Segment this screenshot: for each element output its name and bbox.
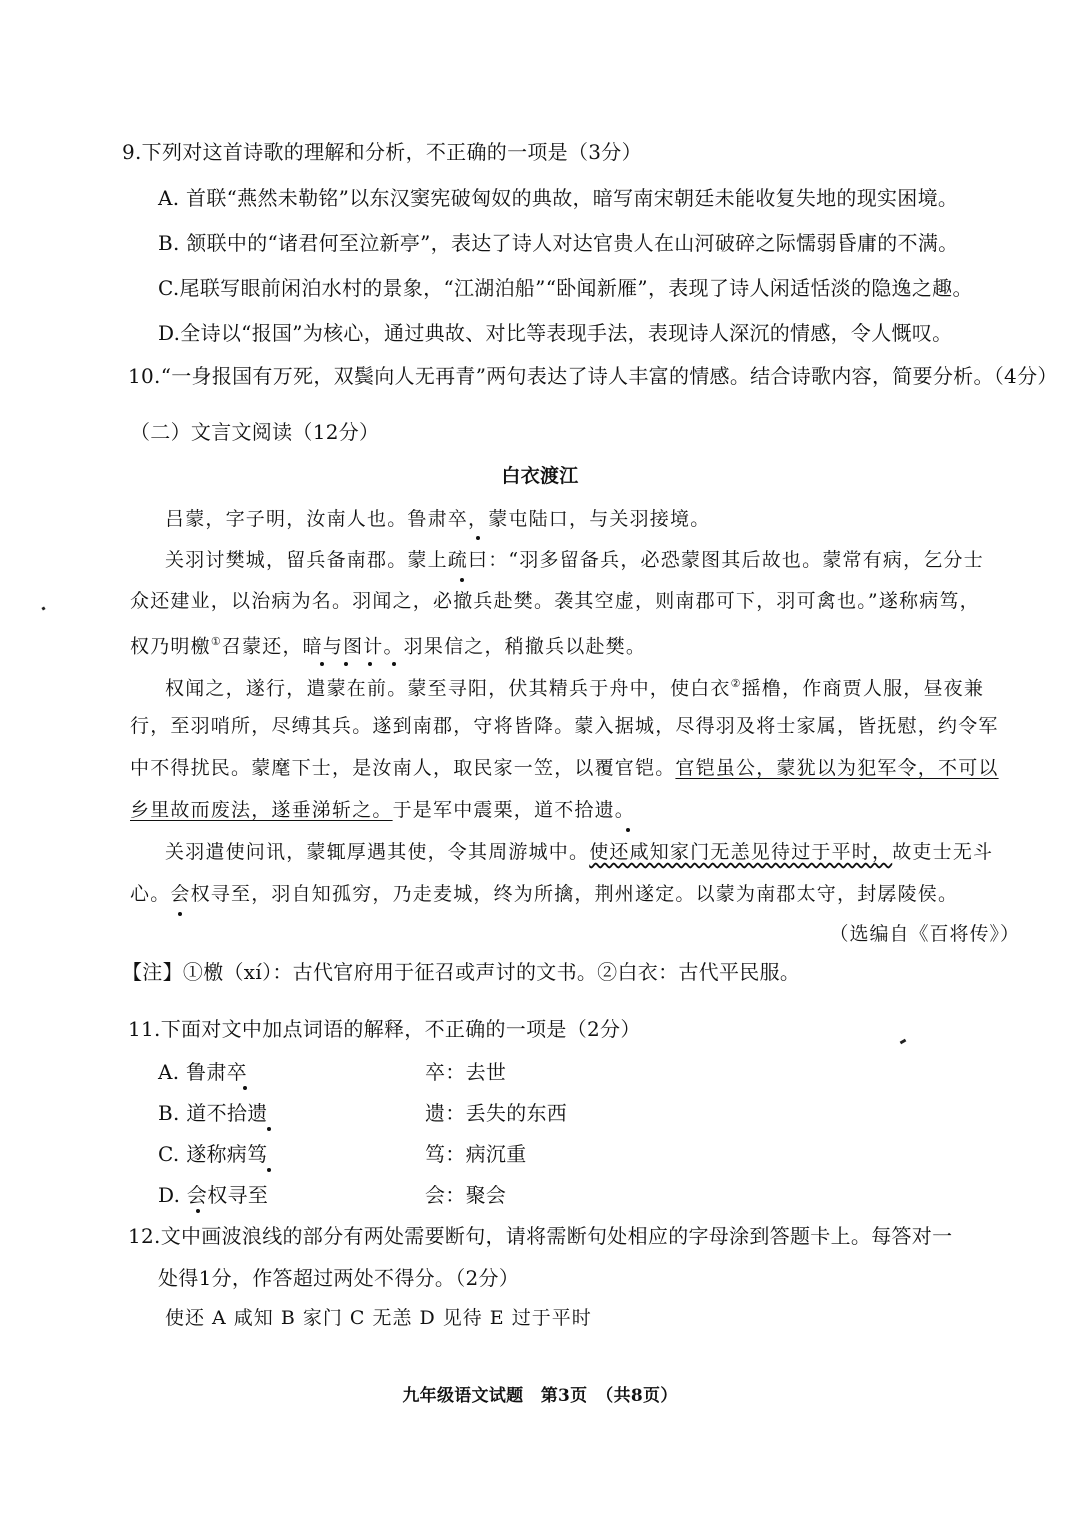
- passage-p3-line-1b: 摇橹，作商贾人服，昼夜兼: [741, 677, 985, 700]
- q12-stem-line-2: 处得1分，作答超过两处不得分。（2分）: [158, 1266, 520, 1290]
- emphasis-dot: [368, 662, 372, 666]
- q11-option-d-label: D. 会权寻至: [158, 1183, 269, 1207]
- emphasis-dot: [626, 828, 630, 832]
- underlined-sentence-part-2: 乡里故而废法，遂垂涕斩之。: [130, 799, 393, 821]
- footnote-marker-2: ②: [730, 677, 742, 690]
- passage-p3-line-3: [130, 754, 999, 782]
- footnote-marker-1: ①: [210, 635, 222, 648]
- q11-option-c-explain: 笃：病沉重: [425, 1142, 527, 1166]
- scan-speck: [41, 606, 45, 610]
- q9-option-d: D.全诗以“报国”为核心，通过典故、对比等表现手法，表现诗人深沉的情感，令人慨叹。: [158, 321, 953, 345]
- section-heading: （二）文言文阅读（12分）: [130, 420, 380, 444]
- passage-title: 白衣渡江: [501, 465, 579, 487]
- emphasis-dot: [320, 662, 324, 666]
- q10-stem: 10.“一身报国有万死，双鬓向人无再青”两句表达了诗人丰富的情感。结合诗歌内容，简要分析。（4分）: [128, 364, 1058, 388]
- q12-stem-line-1: 12.文中画波浪线的部分有两处需要断句，请将需断句处相应的字母涂到答题卡上。每答对一: [128, 1224, 953, 1248]
- q9-option-c: C.尾联写眼前闲泊水村的景象，“江湖泊船”“卧闻新雁”，表现了诗人闲适恬淡的隐逸之趣。: [158, 276, 973, 300]
- emphasis-dot: [476, 536, 480, 540]
- emphasis-dot: [178, 912, 182, 916]
- q11-option-d-explain: 会：聚会: [425, 1183, 507, 1207]
- passage-p4-line-1c: 故吏士无斗: [892, 841, 994, 863]
- passage-p4-line-1: [165, 838, 993, 866]
- underlined-sentence-part-1: 官铠虽公，蒙犹以为犯军令，不可以: [675, 757, 999, 779]
- q11-option-a-label: A. 鲁肃卒: [158, 1060, 247, 1084]
- passage-p3-line-1a: 权闻之，遂行，遣蒙在前。蒙至寻阳，伏其精兵于舟中，使白衣: [165, 677, 731, 700]
- passage-p3-line-4: [130, 796, 635, 824]
- passage-p4-line-1a: 关羽遣使问讯，蒙辄厚遇其使，令其周游城中。: [165, 841, 590, 863]
- passage-source: （选编自《百将传》）: [829, 923, 1020, 945]
- passage-p3-line-3a: 中不得扰民。蒙麾下士，是汝南人，取民家一笠，以覆官铠。: [130, 757, 676, 779]
- passage-p2-line-3b: 召蒙还，暗与图计。羽果信之，稍撤兵以赴樊。: [221, 635, 647, 658]
- passage-p2-line-1: 关羽讨樊城，留兵备南郡。蒙上疏曰：“羽多留备兵，必恐蒙图其后故也。蒙常有病，乞分士: [165, 549, 984, 571]
- scan-speck: [900, 1039, 907, 1045]
- passage-p2-line-3: [130, 628, 646, 660]
- emphasis-dot: [344, 662, 348, 666]
- q9-stem: 9.下列对这首诗歌的理解和分析，不正确的一项是（3分）: [122, 140, 642, 164]
- passage-p2-line-2: 众还建业，以治病为名。羽闻之，必撤兵赴樊。袭其空虚，则南郡可下，羽可禽也。”遂称病笃，: [130, 590, 980, 612]
- passage-p4-line-2: 心。会权寻至，羽自知孤穷，乃走麦城，终为所擒，荆州遂定。以蒙为南郡太守，封孱陵侯。: [130, 883, 959, 905]
- q12-sentence: 使还 A 咸知 B 家门 C 无恙 D 见待 E 过于平时: [165, 1307, 592, 1329]
- emphasis-dot: [460, 578, 464, 582]
- passage-paragraph-1: 吕蒙，字子明，汝南人也。鲁肃卒，蒙屯陆口，与关羽接境。: [165, 508, 711, 530]
- passage-p3-line-2: 行，至羽哨所，尽缚其兵。遂到南郡，守将皆降。蒙入据城，尽得羽及将士家属，皆抚慰，约令军: [130, 715, 999, 737]
- q11-option-b-explain: 遗：丢失的东西: [425, 1101, 568, 1125]
- emphasis-dot: [267, 1127, 271, 1131]
- q9-option-a: A. 首联“燕然未勒铭”以东汉窦宪破匈奴的典故，暗写南宋朝廷未能收复失地的现实困境。: [158, 186, 959, 210]
- emphasis-dot: [196, 1209, 200, 1213]
- q11-option-c-label: C. 遂称病笃: [158, 1142, 268, 1166]
- q11-option-b-label: B. 道不拾遗: [158, 1101, 268, 1125]
- passage-p3-line-4b: 于是军中震栗，道不拾遗。: [392, 799, 636, 821]
- passage-p2-line-3a: 权乃明檄: [130, 635, 211, 658]
- page-footer: 九年级语文试题 第3页 （共8页）: [402, 1386, 678, 1406]
- wavy-underlined-sentence: 使还咸知家门无恙见待过于平时，: [589, 841, 893, 863]
- footnote: 【注】①檄（xí）：古代官府用于征召或声讨的文书。②白衣：古代平民服。: [122, 960, 801, 984]
- emphasis-dot: [392, 662, 396, 666]
- q11-stem: 11.下面对文中加点词语的解释，不正确的一项是（2分）: [128, 1017, 641, 1041]
- emphasis-dot: [243, 1086, 247, 1090]
- q11-option-a-explain: 卒：去世: [425, 1060, 507, 1084]
- q9-option-b: B. 颔联中的“诸君何至泣新亭”，表达了诗人对达官贵人在山河破碎之际懦弱昏庸的不满。: [158, 231, 959, 255]
- passage-p3-line-1: [165, 670, 984, 702]
- emphasis-dot: [267, 1168, 271, 1172]
